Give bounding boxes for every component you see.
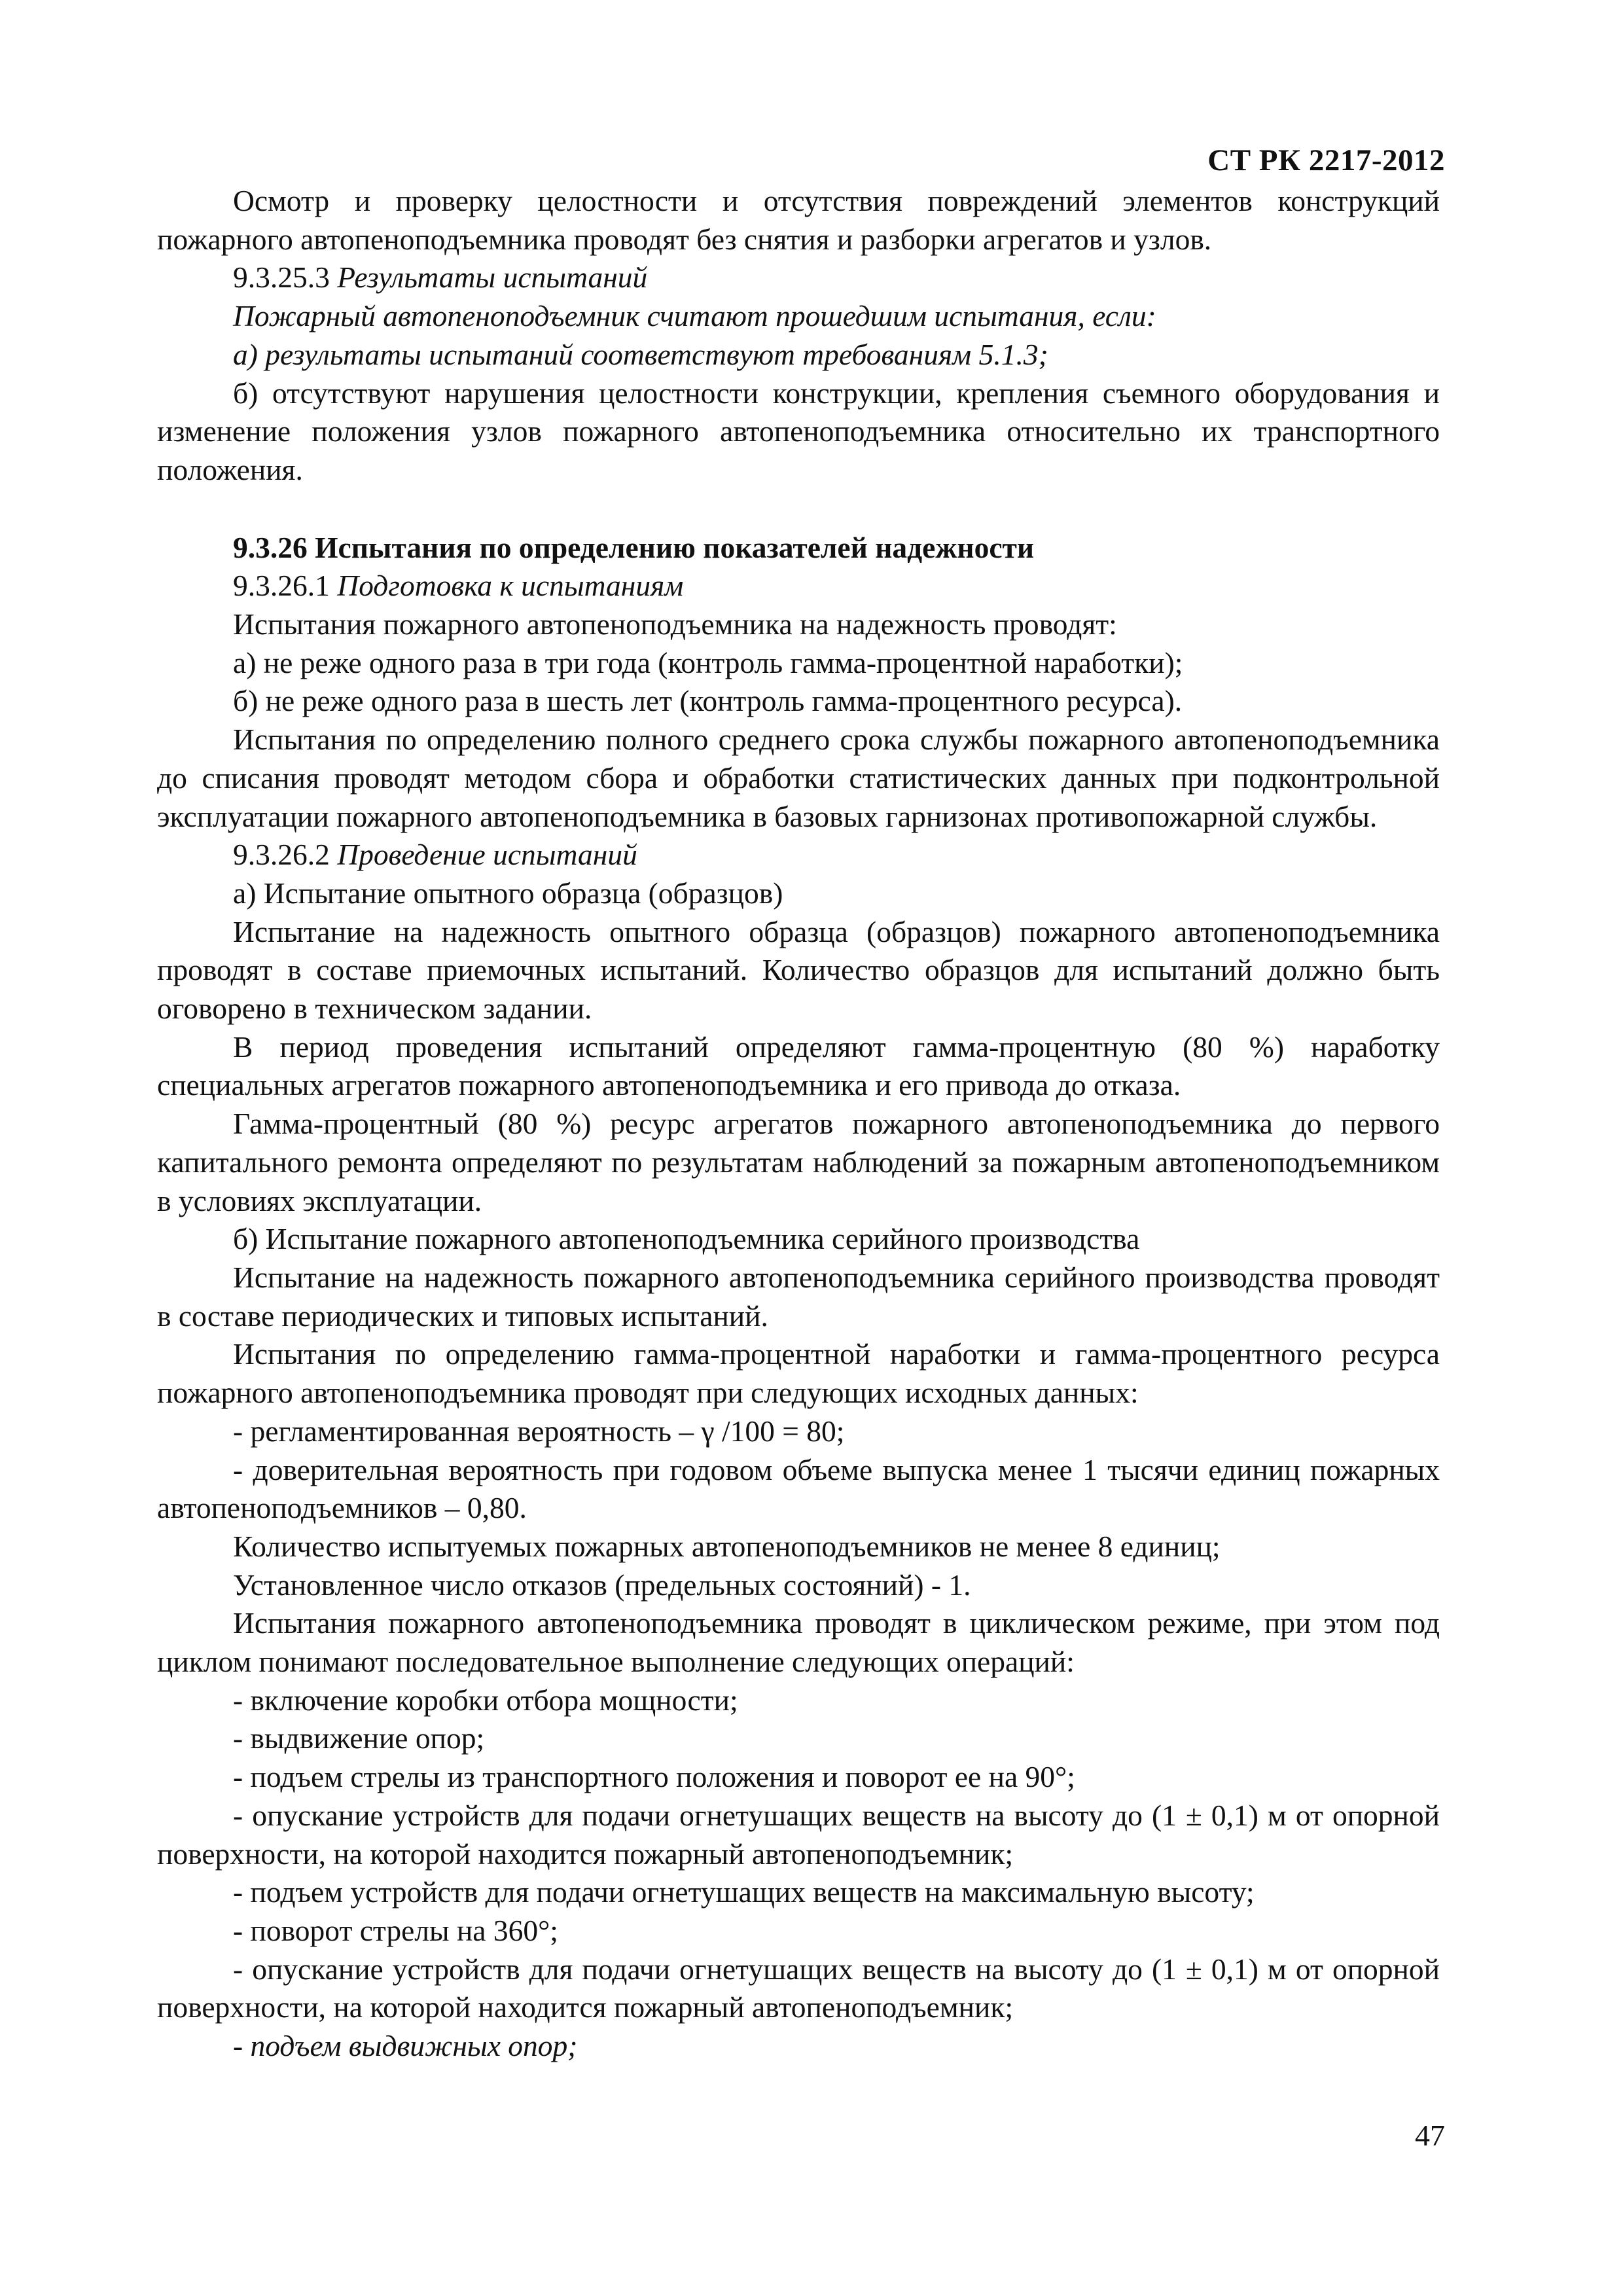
paragraph: Гамма-процентный (80 %) ресурс агрегатов пожарного автопеноподъемника до первого капитального ремонта определяют по результатам наблюдений за пожарным автопеноподъемником в условиях эксплуатации. [157,1107,1440,1217]
section-spacer [157,490,1440,529]
subsection-number: 9.3.26.2 [233,838,330,872]
page-number: 47 [1415,2119,1445,2152]
list-item: - подъем стрелы из транспортного положения и поворот ее на 90°; [233,1760,1075,1794]
list-item: а) результаты испытаний соответствуют требованиям 5.1.3; [233,337,1048,371]
list-item: - опускание устройств для подачи огнетушащих веществ на высоту до (1 ± 0,1) м от опорной поверхности, на которой находится пожарный автопеноподъемник; [157,1798,1440,1871]
paragraph: Испытания пожарного автопеноподъемника проводят в циклическом режиме, при этом под циклом понимают последовательное выполнение следующих операций: [157,1606,1440,1679]
paragraph: Осмотр и проверку целостности и отсутствия повреждений элементов конструкций пожарного автопеноподъемника проводят без снятия и разборки агрегатов и узлов. [157,184,1440,256]
list-item: - поворот стрелы на 360°; [233,1913,558,1947]
paragraph: Пожарный автопеноподъемник считают прошедшим испытания, если: [233,299,1156,333]
list-item: б) не реже одного раза в шесть лет (контроль гамма-процентного ресурса). [233,684,1183,718]
list-item: а) не реже одного раза в три года (контроль гамма-процентной наработки); [233,645,1183,679]
list-item: - выдвижение опор; [233,1721,485,1755]
list-item: а) Испытание опытного образца (образцов) [233,876,783,910]
list-item: - подъем выдвижных опор; [233,2029,578,2063]
paragraph: Испытание на надежность пожарного автопеноподъемника серийного производства проводят в составе периодических и типовых испытаний. [157,1260,1440,1333]
subsection-number: 9.3.25.3 [233,260,330,295]
subsection-heading [157,259,1440,297]
list-item: б) Испытание пожарного автопеноподъемника серийного производства [233,1222,1140,1256]
paragraph: Установленное число отказов (предельных состояний) - 1. [233,1568,971,1602]
paragraph: Испытание на надежность опытного образца (образцов) пожарного автопеноподъемника проводят в составе приемочных испытаний. Количество образцов для испытаний должно быть оговорено в техническом задании. [157,914,1440,1026]
list-item: - регламентированная вероятность – γ /100 = 80; [233,1414,845,1448]
paragraph: В период проведения испытаний определяют гамма-процентную (80 %) наработку специальных агрегатов пожарного автопеноподъемника и его привода до отказа. [157,1030,1440,1102]
list-item: - подъем устройств для подачи огнетушащих веществ на максимальную высоту; [233,1875,1255,1909]
list-item: - доверительная вероятность при годовом объеме выпуска менее 1 тысячи единиц пожарных автопеноподъемников – 0,80. [157,1452,1440,1525]
paragraph: Количество испытуемых пожарных автопеноподъемников не менее 8 единиц; [233,1529,1221,1563]
list-item: - опускание устройств для подачи огнетушащих веществ на высоту до (1 ± 0,1) м от опорной поверхности, на которой находится пожарный автопеноподъемник; [157,1952,1440,2024]
document-body [157,182,1440,2066]
document-code: СТ РК 2217-2012 [1207,143,1445,177]
paragraph: Испытания по определению полного среднего срока службы пожарного автопеноподъемника до списания проводят методом сбора и обработки статистических данных при подконтрольной эксплуатации пожарного автопеноподъемника в базовых гарнизонах противопожарной службы. [157,723,1440,833]
subsection-heading [157,836,1440,874]
section-heading: 9.3.26 Испытания по определению показателей надежности [233,530,1035,564]
subsection-title: Результаты испытаний [337,260,648,295]
subsection-title: Подготовка к испытаниям [337,569,684,603]
paragraph: Испытания по определению гамма-процентной наработки и гамма-процентного ресурса пожарного автопеноподъемника проводят при следующих исходных данных: [157,1337,1440,1410]
subsection-title: Проведение испытаний [337,838,637,872]
subsection-number: 9.3.26.1 [233,569,330,603]
subsection-heading [157,567,1440,605]
paragraph: Испытания пожарного автопеноподъемника на надежность проводят: [233,607,1117,641]
list-item: б) отсутствуют нарушения целостности конструкции, крепления съемного оборудования и изменение положения узлов пожарного автопеноподъемника относительно их транспортного положения. [157,376,1440,486]
list-item: - включение коробки отбора мощности; [233,1683,738,1717]
